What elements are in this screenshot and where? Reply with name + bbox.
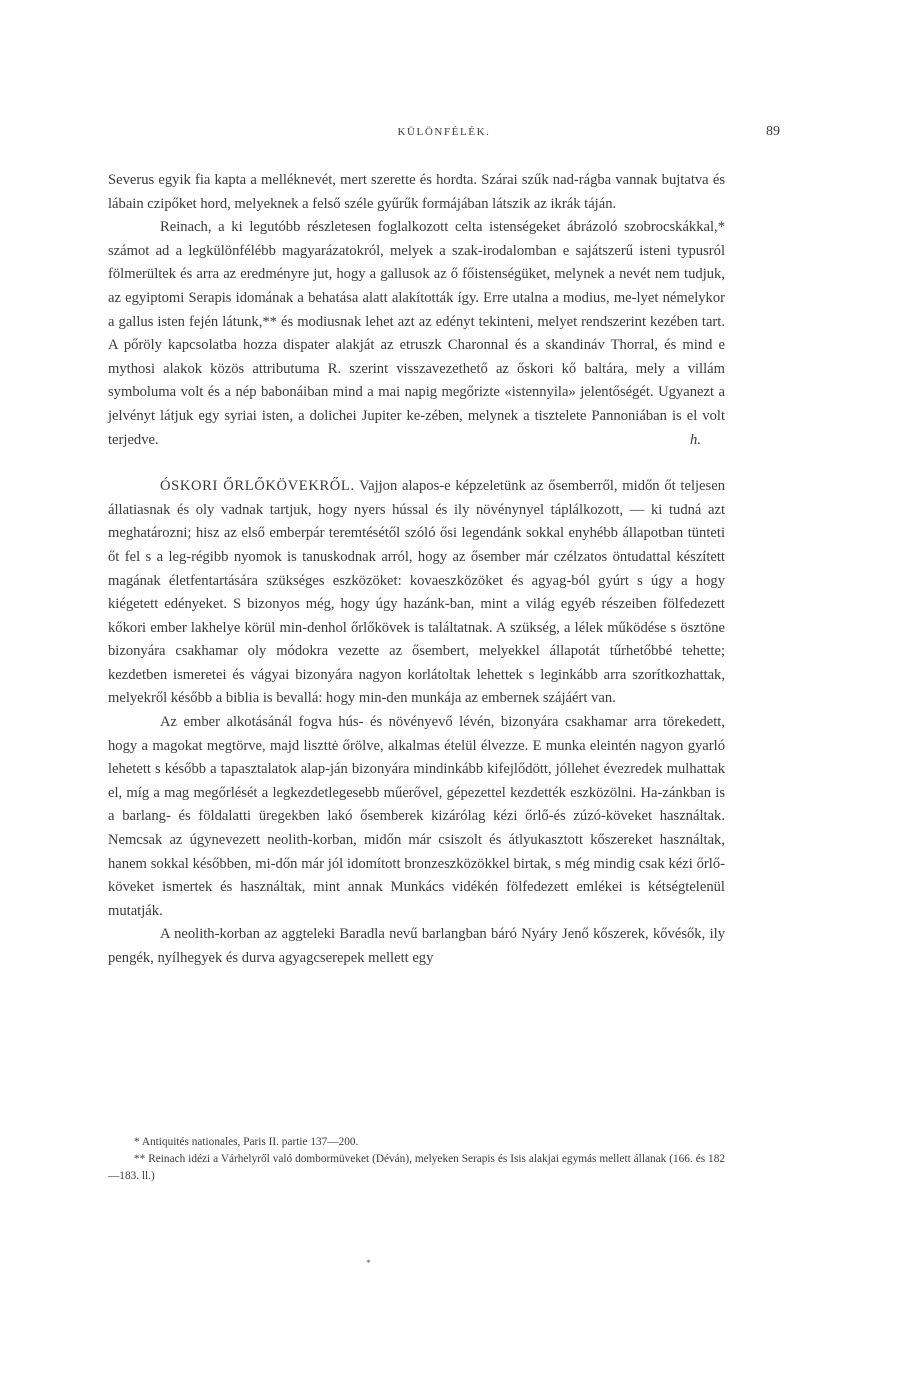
signature-mark: *	[366, 1258, 371, 1268]
paragraph-2-text: Reinach, a ki legutóbb részletesen foglalkozott celta istenségeket ábrázoló szobrocskákkal,* számot ad a legkülönfélébb magyarázatokról, melyek a szak-irodalomban e sajátszerű isteni typusról fölmerültek és arra az eredményre jut, hogy a gallusok az ő főistenségüket, melynek a nevét nem tudjuk, az egyiptomi Serapis idomának a behatása alatt alakították így. Erre utalna a modius, me-lyet némelykor a gallus isten fején látunk,** és modiusnak lehet azt az edényt tekinteni, melyet rendszerint kezében tart. A pőröly kapcsolatba hozza dispater alakját az etruszk Charonnal és a skandináv Thorral, és mind e mythosi alakok közös attributuma R. szerint visszavezethető az őskori kő baltára, mely a villám symboluma volt és a nép babonáiban mind a mai napig megőrizte «istennyila» jelentőségét. Ugyanezt a jelvényt látjuk egy syriai isten, a dolichei Jupiter ke-zében, melynek a tisztelete Pannoniában is el volt terjedve.	[108, 219, 725, 448]
footnote-2: ** Reinach idézi a Várhelyről való dombormüveket (Déván), melyeken Serapis és Isis alakjai egymás mellett állanak (166. és 182—183. ll.)	[108, 1153, 725, 1182]
paragraph-5: A neolith-korban az aggteleki Baradla nevű barlangban báró Nyáry Jenő kőszerek, kővésők, ily pengék, nyílhegyek és durva agyagcserepek mellett egy	[108, 926, 725, 966]
footnote-1: * Antiquités nationales, Paris II. partie 137—200.	[134, 1136, 359, 1148]
paragraph-3-text: Vajjon alapos-e képzeletünk az ősemberről, midőn őt teljesen állatiasnak és oly vadnak tartjuk, hogy nyers hússal és ily növénynyel táplálkozott, — ki tudná azt meghatározni; hisz az első emberpár teremtésétől szóló ősi legendánk sokkal enyhébb állapotban tünteti őt fel s a leg-régibb nyomok is tanuskodnak arról, hogy az ősember már czélzatos öntudattal készített magának életfentartására szükséges eszközöket: kovaeszközöket és agyag-ból gyúrt s úgy a hogy kiégetett edényeket. S bizonyos még, hogy úgy hazánk-ban, mint a világ egyéb részeiben fölfedezett kőkori ember lakhelye körül min-denhol őrlőkövek is találtatnak. A szükség, a lélek működése s ösztöne bizonyára csakhamar oly módokra vezette az ősembert, melyekkel állapotát tűrhetőbbé tehette; kezdetben ismeretei és vágyai bizonyára nagyon korlátoltak lehettek s leginkább arra szorítkozhattak, melyekről később a biblia is bevallá: hogy min-den munkája az embernek szájáért van.	[108, 478, 725, 707]
paragraph-3	[108, 475, 725, 711]
author-signature: h.	[690, 431, 701, 448]
page-number: 89	[766, 124, 780, 139]
footnotes	[108, 1134, 725, 1185]
section-gap	[108, 452, 725, 475]
running-head	[108, 121, 780, 143]
body-text	[108, 169, 725, 971]
running-title: KÜLÖNFÉLÉK.	[397, 126, 491, 138]
paragraph-2	[108, 216, 725, 452]
paragraph-4: Az ember alkotásánál fogva hús- és növényevő lévén, bizonyára csakhamar arra törekedett, hogy a magokat megtörve, majd liszttė őrölve, alkalmas ételül élvezze. E munka eleintén nagyon gyarló lehetett s később a tapasztalatok alap-ján bizonyára mindinkább kifejlődött, jóllehet évezredek mulhattak el, míg a mag megőrlését a legkezdetlegesebb műerővel, gépezettel kezdették eszközölni. Ha-zánkban is a barlang- és földalatti üregekben lakó ősemberek kizárólag kézi őrlő-és zúzó-köveket használtak. Nemcsak az úgynevezett neolith-korban, midőn már csiszolt és átlyukasztott kőszereket használtak, hanem sokkal későbben, mi-dőn már jól idomított bronzeszközökkel birtak, s még mindig csak kézi őrlő-köveket ismertek és használtak, mint annak Munkács vidékén fölfedezett emlékei is kétségtelenül mutatják.	[108, 714, 725, 919]
section-heading: ÓSKORI ŐRLŐKÖVEKRŐL.	[160, 478, 355, 495]
paragraph-1: Severus egyik fia kapta a melléknevét, mert szerette és hordta. Szárai szűk nad-rágba vannak bujtatva és lábain czipőket hord, melyeknek a felső széle gyűrűk formájában látszik az ikrák táján.	[108, 172, 725, 212]
